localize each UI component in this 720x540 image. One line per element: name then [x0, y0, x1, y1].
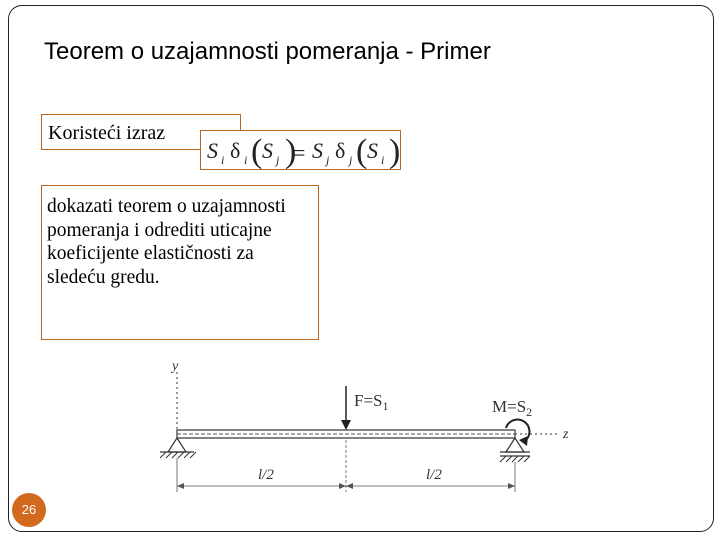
moment-label: $M=S_2$ [492, 397, 533, 419]
formula-sub: j [349, 153, 353, 167]
task-text: dokazati teorem o uzajamnosti pomeranja i odrediti uticajne koeficijente elastičnosti za sledeću gredu. [47, 196, 286, 288]
dimension-lines [177, 440, 515, 492]
formula-S-i: S [207, 138, 218, 163]
formula-sub: i [244, 153, 248, 167]
intro-text: Koristeći izraz [48, 122, 166, 144]
formula-sub: i [381, 153, 385, 167]
formula-S-i: S [367, 138, 378, 163]
formula-paren-close: ) [285, 133, 297, 170]
z-axis-label: z [563, 427, 569, 442]
formula-sub: i [221, 153, 225, 167]
formula-sub: j [276, 153, 280, 167]
formula-S-j: S [262, 138, 273, 163]
formula-paren-open: ( [356, 133, 368, 170]
y-axis-label: y [172, 359, 179, 374]
formula-paren-open: ( [251, 133, 263, 170]
formula-S-j: S [312, 138, 323, 163]
dimension-right-label: l/2 [426, 467, 442, 483]
formula-paren-close: ) [389, 133, 401, 170]
page-number-badge: 26 [12, 493, 46, 527]
formula-delta: δ [230, 138, 241, 163]
formula-equals: = [293, 140, 306, 165]
formula-sub: j [326, 153, 330, 167]
dimension-left-label: l/2 [258, 467, 274, 483]
left-pin-support [160, 438, 196, 458]
formula-delta: δ [335, 138, 346, 163]
force-arrow [341, 386, 351, 430]
force-label: $F=S_1$ [354, 391, 389, 413]
slide-title: Teorem o uzajamnosti pomeranja - Primer [44, 38, 491, 65]
